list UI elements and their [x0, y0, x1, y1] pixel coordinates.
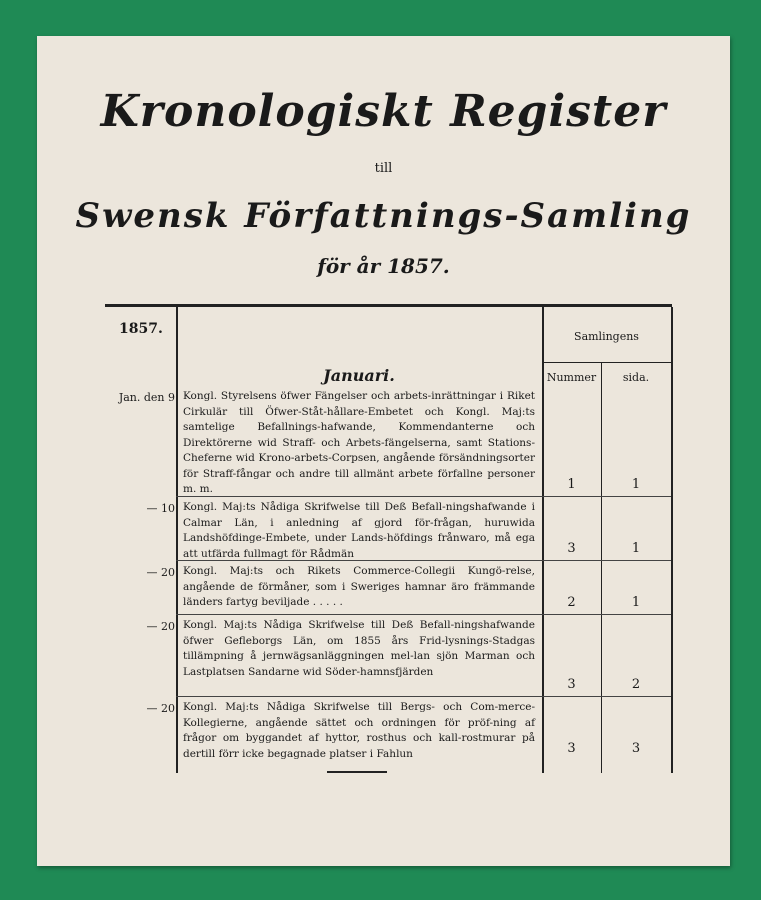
document-page: [37, 36, 730, 866]
entry-sida: 2: [631, 677, 641, 692]
year-title: för år 1857.: [317, 254, 450, 278]
register-title: Kronologiskt Register: [100, 86, 667, 137]
column-divider-nummer: [601, 362, 602, 773]
entry-text: Kongl. Maj:ts Nådiga Skrifwelse till Bergs- och Com-merce-Kollegierne, angående sättet och ordningen för pröf-ning af frågor om byggandet af hyttor, rosthus och kall-rostmurar på dertill förr icke begagnade platser i Fahlun: [183, 701, 535, 760]
entry-separator: [176, 496, 671, 497]
entry-sida: 3: [631, 741, 641, 756]
header-sida: sida.: [622, 371, 650, 384]
entry-sida: 1: [631, 595, 641, 610]
entry-separator: [176, 560, 671, 561]
collection-title: Swensk Författnings-Samling: [75, 196, 692, 236]
entry-sida: 1: [631, 477, 641, 492]
entry-separator: [176, 614, 671, 615]
table-top-rule: [105, 304, 672, 307]
entry-date: Jan. den 9: [118, 391, 175, 404]
entry-nummer: 3: [567, 541, 576, 556]
entry-text: Kongl. Maj:ts Nådiga Skrifwelse till Deß Befall-ningshafwande öfwer Gefleborgs Län, om 1855 års Frid-lysnings-Stadgas tillämpning å jernwägsanläggningen mel-lan sjön Marman och Lastplatsen Sandarne wid Söder-hamnsfjärden: [183, 619, 535, 678]
entry-nummer: 1: [567, 477, 576, 492]
entry-date: — 20: [146, 620, 175, 633]
entry-nummer: 2: [567, 595, 576, 610]
end-rule: [327, 771, 387, 773]
entry-text: Kongl. Maj:ts och Rikets Commerce-Collegii Kungö-relse, angående de förmåner, som i Sweriges hamnar äro främmande länders fartyg beviljade . . . . .: [183, 565, 535, 608]
entry-date: — 20: [146, 566, 175, 579]
column-divider-right: [671, 307, 673, 773]
header-samlingens: Samlingens: [574, 330, 639, 343]
header-nummer: Nummer: [546, 371, 597, 384]
entry-nummer: 3: [567, 677, 576, 692]
title-till: till: [374, 161, 393, 176]
entry-text: Kongl. Maj:ts Nådiga Skrifwelse till Deß Befall-ningshafwande i Calmar Län, i anledning af gjord för-frågan, huruwida Landshöfdinge-Embete, under Lands-höfdings frånwaro, må ega att utfärda fullmagt för Rådmän: [183, 501, 535, 560]
entry-text: Kongl. Styrelsens öfwer Fängelser och arbets-inrättningar i Riket Cirkulär till Öfwer-Ståt-hållare-Embetet och Kongl. Maj:ts samtelige Befallnings-hafwande, Kommendanterne och Direktörerne wid Straff- och Arbets-fängelserna, samt Stations-Cheferne wid Krono-arbets-Corpsen, angående försändningsorter för Straff-fångar och andre till allmänt arbete förfallne personer m. m.: [183, 390, 535, 495]
entry-sida: 1: [631, 541, 641, 556]
month-heading: Januari.: [323, 366, 395, 385]
entry-nummer: 3: [567, 741, 576, 756]
entry-separator: [176, 696, 671, 697]
entry-date: — 20: [146, 702, 175, 715]
header-rule-samlingens: [542, 362, 671, 363]
entry-date: — 10: [146, 502, 175, 515]
year-column-header: 1857.: [119, 321, 163, 337]
